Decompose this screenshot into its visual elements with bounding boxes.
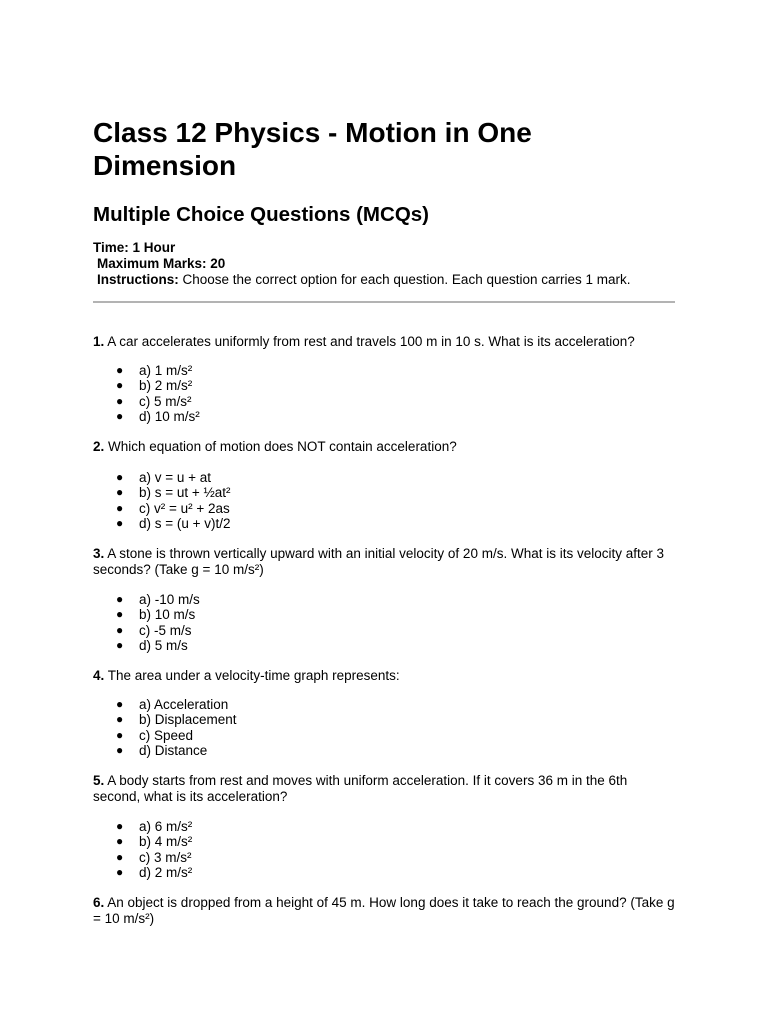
option-label: d) s = (u + v)t/2 — [139, 515, 231, 531]
question-text: The area under a velocity-time graph represents: — [104, 668, 400, 683]
options-list-4 — [93, 697, 237, 758]
option-label: b) 10 m/s — [139, 607, 196, 623]
option-label: a) -10 m/s — [139, 592, 200, 607]
option-item — [93, 743, 237, 758]
question-number: 4. — [93, 668, 105, 683]
option-item — [93, 819, 192, 834]
option-label: a) 1 m/s² — [139, 363, 193, 378]
option-item — [93, 409, 200, 424]
options-list-5 — [93, 819, 192, 880]
question-text: An object is dropped from a height of 45 m. How long does it take to reach the ground? (Take g = 10 m/s²) — [93, 895, 675, 926]
page-title: Class 12 Physics - Motion in One Dimension — [93, 117, 532, 181]
option-item — [93, 697, 237, 712]
option-label: d) 10 m/s² — [139, 408, 200, 424]
question-4 — [93, 668, 677, 684]
bullet-icon: ● — [116, 393, 124, 408]
option-item — [93, 638, 200, 653]
bullet-icon: ● — [116, 849, 124, 864]
max-marks-line — [97, 256, 225, 272]
option-label: d) 5 m/s — [139, 637, 188, 653]
option-item — [93, 470, 231, 485]
question-1 — [93, 334, 677, 350]
bullet-icon: ● — [116, 485, 124, 500]
option-item — [93, 623, 200, 638]
option-label: c) -5 m/s — [139, 622, 192, 638]
option-label: a) v = u + at — [139, 470, 212, 485]
bullet-icon: ● — [116, 515, 124, 530]
option-label: c) v² = u² + 2as — [139, 500, 230, 516]
option-label: a) Acceleration — [139, 697, 229, 712]
option-item — [93, 712, 237, 727]
option-label: b) 2 m/s² — [139, 378, 193, 394]
bullet-icon: ● — [116, 408, 124, 423]
question-number: 5. — [93, 773, 105, 788]
bullet-icon: ● — [116, 637, 124, 652]
options-list-3 — [93, 592, 200, 653]
time-line — [93, 240, 175, 256]
question-number: 3. — [93, 546, 105, 561]
bullet-icon: ● — [116, 500, 124, 515]
question-text: A stone is thrown vertically upward with an initial velocity of 20 m/s. What is its velocity after 3 seconds? (Take g = 10 m/s²) — [93, 546, 664, 577]
option-label: b) s = ut + ½at² — [139, 485, 231, 501]
bullet-icon: ● — [116, 864, 124, 879]
bullet-icon: ● — [116, 727, 124, 742]
bullet-icon: ● — [116, 470, 124, 484]
question-2 — [93, 439, 677, 455]
option-item — [93, 850, 192, 865]
option-label: a) 6 m/s² — [139, 819, 193, 834]
option-item — [93, 501, 231, 516]
bullet-icon: ● — [116, 834, 124, 849]
bullet-icon: ● — [116, 742, 124, 757]
question-text: Which equation of motion does NOT contain acceleration? — [104, 439, 457, 454]
option-item — [93, 834, 192, 849]
instructions-line — [97, 272, 631, 288]
option-label: d) 2 m/s² — [139, 864, 193, 880]
option-item — [93, 485, 231, 500]
instructions-text: Choose the correct option for each question. Each question carries 1 mark. — [178, 272, 631, 287]
question-6 — [93, 895, 677, 927]
question-number: 6. — [93, 895, 105, 910]
option-label: c) 5 m/s² — [139, 393, 192, 409]
option-label: b) 4 m/s² — [139, 834, 193, 850]
bullet-icon: ● — [116, 378, 124, 393]
options-list-2 — [93, 470, 231, 531]
bullet-icon: ● — [116, 363, 124, 377]
horizontal-divider — [93, 301, 675, 303]
option-item — [93, 516, 231, 531]
option-item — [93, 607, 200, 622]
question-number: 1. — [93, 334, 105, 349]
bullet-icon: ● — [116, 607, 124, 622]
bullet-icon: ● — [116, 819, 124, 833]
option-label: c) Speed — [139, 727, 194, 743]
option-item — [93, 865, 192, 880]
option-item — [93, 592, 200, 607]
option-item — [93, 363, 200, 378]
instructions-label: Instructions: — [97, 272, 179, 287]
options-list-1 — [93, 363, 200, 424]
question-number: 2. — [93, 439, 105, 454]
option-label: c) 3 m/s² — [139, 849, 192, 865]
page-subtitle: Multiple Choice Questions (MCQs) — [93, 203, 429, 226]
bullet-icon: ● — [116, 592, 124, 606]
option-item — [93, 394, 200, 409]
bullet-icon: ● — [116, 697, 124, 711]
question-5 — [93, 773, 677, 805]
option-item — [93, 728, 237, 743]
question-3 — [93, 546, 677, 578]
option-label: b) Displacement — [139, 712, 237, 728]
option-label: d) Distance — [139, 742, 208, 758]
bullet-icon: ● — [116, 622, 124, 637]
bullet-icon: ● — [116, 712, 124, 727]
max-marks-label: Maximum Marks: 20 — [97, 256, 226, 271]
option-item — [93, 378, 200, 393]
question-text: A car accelerates uniformly from rest and travels 100 m in 10 s. What is its acceleration? — [104, 334, 635, 349]
question-text: A body starts from rest and moves with uniform acceleration. If it covers 36 m in the 6th second, what is its acceleration? — [93, 773, 628, 804]
time-label: Time: 1 Hour — [93, 240, 176, 255]
